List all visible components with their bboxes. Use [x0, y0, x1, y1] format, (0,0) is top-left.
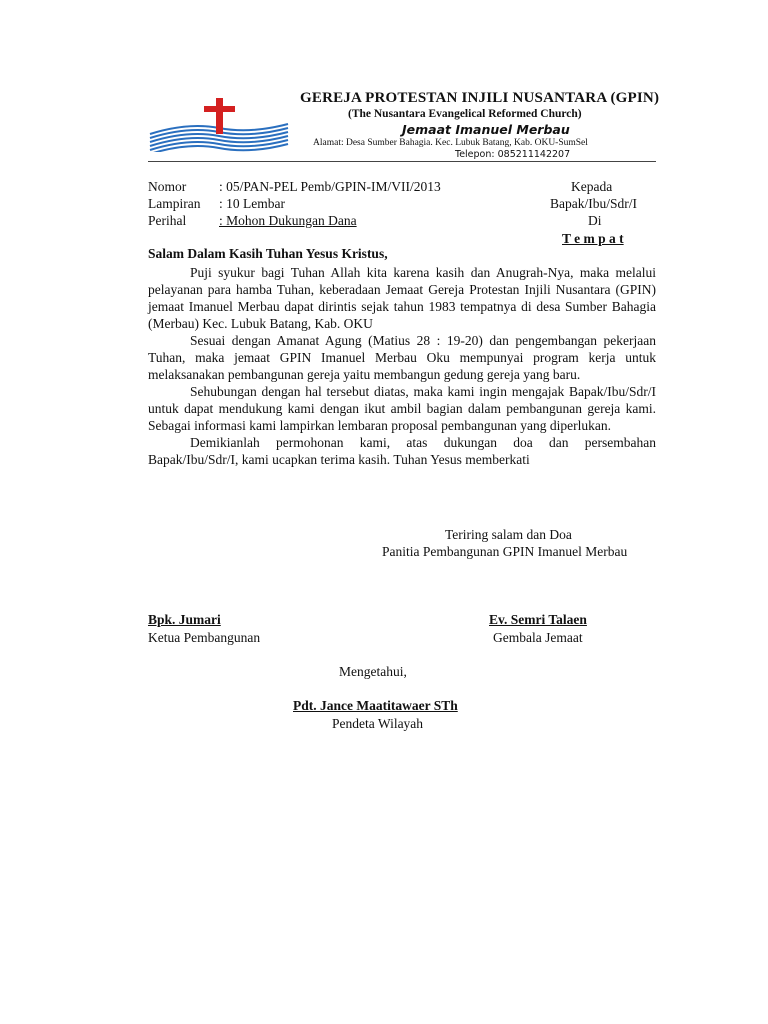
paragraph-2: Sesuai dengan Amanat Agung (Matius 28 : 19-20) dan pengembangan pekerjaan Tuhan, maka jemaat GPIN Imanuel Merbau Oku mempunyai program kerja untuk melaksanakan pembangunan gereja yaitu membangun gedung gereja yang baru. [148, 333, 656, 382]
church-cross-logo-icon [148, 98, 290, 152]
org-name: GEREJA PROTESTAN INJILI NUSANTARA (GPIN) [300, 90, 660, 106]
paragraph-1: Puji syukur bagi Tuhan Allah kita karena kasih dan Anugrah-Nya, maka melalui pelayanan para hamba Tuhan, keberadaan Jemaat Gereja Protestan Injili Nusantara (GPIN) jemaat Imanuel Merbau dapat dirintis sejak tahun 1983 tempatnya di desa Sumber Bahagia (Merbau) Kec. Lubuk Batang, Kab. OKU [148, 265, 656, 331]
paragraph-4: Demikianlah permohonan kami, atas dukungan doa dan persembahan Bapak/Ibu/Sdr/I, kami ucapkan terima kasih. Tuhan Yesus memberkati [148, 435, 656, 467]
closing-committee: Panitia Pembangunan GPIN Imanuel Merbau [382, 544, 628, 559]
recipient-tempat: T e m p a t [562, 231, 624, 246]
org-name-english: (The Nusantara Evangelical Reformed Church) [348, 108, 582, 120]
letter-body [148, 264, 656, 468]
recipient-di: Di [588, 213, 602, 228]
nomor-value: : 05/PAN-PEL Pemb/GPIN-IM/VII/2013 [219, 179, 441, 194]
greeting: Salam Dalam Kasih Tuhan Yesus Kristus, [148, 246, 388, 261]
recipient-addressee: Bapak/Ibu/Sdr/I [550, 196, 637, 211]
acknowledged-label: Mengetahui, [339, 664, 407, 679]
signatory-left-name: Bpk. Jumari [148, 612, 221, 627]
signatory-left-role: Ketua Pembangunan [148, 630, 261, 645]
phone: Telepon: 085211142207 [455, 149, 571, 160]
lampiran-value: : 10 Lembar [219, 196, 285, 211]
signatory-center-name: Pdt. Jance Maatitawaer STh [293, 698, 458, 713]
cross-vertical [216, 98, 223, 134]
lampiran-label: Lampiran [148, 196, 201, 211]
nomor-label: Nomor [148, 179, 187, 194]
perihal-label: Perihal [148, 213, 187, 228]
signatory-right-role: Gembala Jemaat [493, 630, 583, 645]
cross-horizontal [204, 106, 235, 112]
closing-greeting: Teriring salam dan Doa [445, 527, 572, 542]
perihal-value: : Mohon Dukungan Dana [219, 213, 357, 228]
signatory-center-role: Pendeta Wilayah [332, 716, 424, 731]
recipient-kepada: Kepada [571, 179, 613, 194]
congregation-name: Jemaat Imanuel Merbau [402, 122, 570, 137]
signatory-right-name: Ev. Semri Talaen [489, 612, 587, 627]
address: Alamat: Desa Sumber Bahagia. Kec. Lubuk Batang, Kab. OKU-SumSel [313, 138, 588, 148]
header-divider [148, 161, 656, 162]
paragraph-3: Sehubungan dengan hal tersebut diatas, maka kami ingin mengajak Bapak/Ibu/Sdr/I untuk dapat mendukung kami dengan ikut ambil bagian dalam pembangunan gereja kami. Sebagai informasi kami lampirkan lembaran proposal pembangunan yang diperlukan. [148, 384, 656, 433]
